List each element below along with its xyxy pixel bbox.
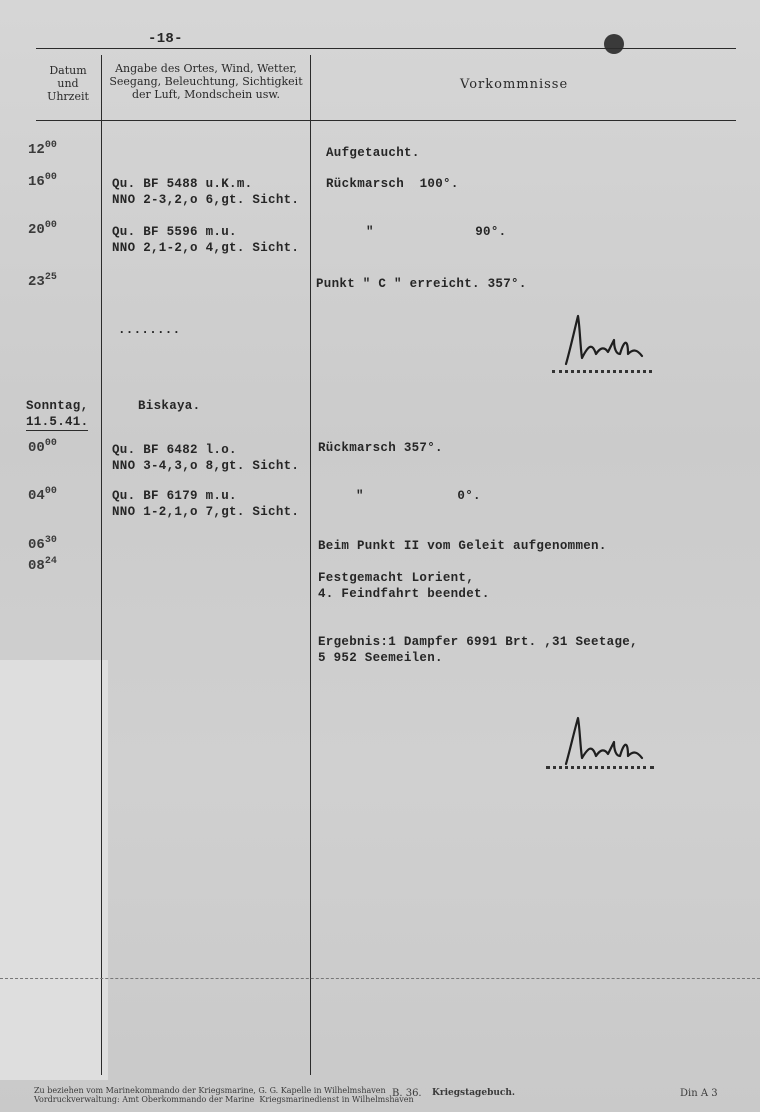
header-rule	[36, 120, 736, 121]
footer-publisher: Zu beziehen vom Marinekommando der Kriegsmarine, G. G. Kapelle in Wilhelmshaven Vordruckverwaltung: Amt Oberkommando der Marine Kriegsmarinedienst in Wilhelmshaven	[34, 1086, 414, 1104]
entry-time: $20^{00}$	[28, 220, 57, 238]
entry-time: $23^{25}$	[28, 272, 57, 290]
entry-event: Punkt " C " erreicht. 357°.	[316, 277, 527, 291]
entry-place: Qu. BF 6179 m.u. NNO 1-2,1,o 7,gt. Sicht.	[112, 489, 300, 519]
footer-form-number: B. 36.	[392, 1088, 422, 1099]
header-location-weather: Angabe des Ortes, Wind, Wetter, Seegang, Beleuchtung, Sichtigkeit der Luft, Mondschein usw.	[109, 62, 303, 101]
date-label: Sonntag, 11.5.41.	[26, 399, 89, 429]
entry-event: Rückmarsch 100°.	[326, 177, 459, 191]
footer-form-name: Kriegstagebuch.	[432, 1088, 516, 1098]
entry-event: " 0°.	[356, 489, 481, 503]
entry-event: Rückmarsch 357°.	[318, 441, 443, 455]
entry-time: $08^{24}$	[28, 556, 57, 574]
entry-time: $00^{00}$	[28, 438, 57, 456]
header-date-time: Datum und Uhrzeit	[47, 64, 89, 103]
punch-hole	[604, 34, 624, 54]
entry-event: Festgemacht Lorient, 4. Feindfahrt beendet.	[318, 571, 490, 601]
fold-crease	[0, 978, 760, 979]
signature-2	[548, 712, 658, 782]
separator-dots: ........	[118, 323, 181, 337]
entry-event: Beim Punkt II vom Geleit aufgenommen.	[318, 539, 607, 553]
col-divider-2	[310, 55, 311, 1075]
entry-time: $06^{30}$	[28, 535, 57, 553]
col-divider-1	[101, 55, 102, 1075]
page-number: -18-	[148, 31, 183, 47]
footer-paper-size: Din A 3	[680, 1088, 718, 1099]
header-events: Vorkommnisse	[460, 77, 569, 92]
paper-patch	[0, 660, 108, 1080]
entry-time: $04^{00}$	[28, 486, 57, 504]
top-rule	[36, 48, 736, 49]
result-summary: Ergebnis:1 Dampfer 6991 Brt. ,31 Seetage, 5 952 Seemeilen.	[318, 635, 638, 665]
location-label: Biskaya.	[138, 399, 201, 413]
entry-time: $12^{00}$	[28, 140, 57, 158]
entry-event: " 90°.	[366, 225, 507, 239]
entry-time: $16^{00}$	[28, 172, 57, 190]
entry-place: Qu. BF 6482 l.o. NNO 3-4,3,o 8,gt. Sicht.	[112, 443, 300, 473]
entry-place: Qu. BF 5596 m.u. NNO 2,1-2,o 4,gt. Sicht.	[112, 225, 300, 255]
entry-event: Aufgetaucht.	[326, 146, 420, 160]
signature-line-1	[552, 370, 652, 373]
entry-place: Qu. BF 5488 u.K.m. NNO 2-3,2,o 6,gt. Sicht.	[112, 177, 300, 207]
signature-line-2	[546, 766, 654, 769]
